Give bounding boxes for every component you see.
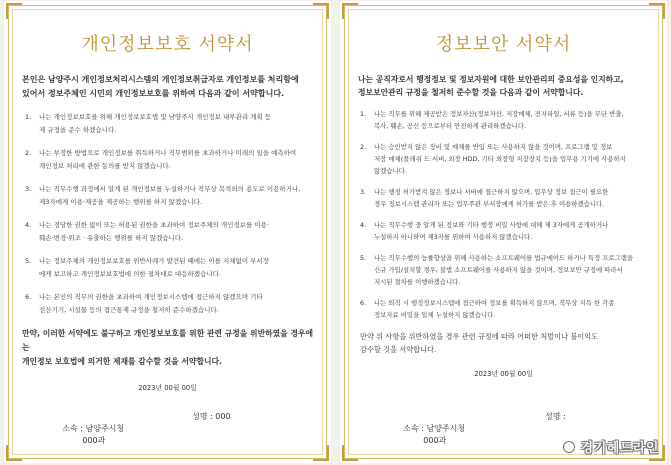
item-text: 나는 직무를 위해 제공받은 정보자산(정보자산, 저장매체, 전자파일, 서류 등)을 무단 반출, 복사, 훼손, 공신 등으로부터 안전하게 관리하겠습니다. bbox=[374, 110, 624, 130]
signature-org-text: 소속 : 남양주시청 bbox=[403, 424, 466, 433]
pledge-item bbox=[354, 186, 653, 210]
item-text: 나는 승인받지 않은 장비 및 매체를 반입 또는 사용하지 않을 것이며, 프로그램 및 정보 저장 매체(플래쉬 드 서버, 외장 HDD, 기타 외장형 저장장치 등)을 업무용 기기에 사용하지 않겠습니다. bbox=[374, 143, 626, 175]
watermark-text: 경기헤드라인 bbox=[580, 440, 659, 455]
item-number: 6. bbox=[25, 293, 32, 301]
pledge-item bbox=[354, 219, 653, 243]
item-text: 나는 행정 허가받지 않은 정보나 서버에 접근하지 않으며, 업무상 정보 접근이 필요한 경우 정보시스템 관리자 또는 업무주관 부서장에게 허가를 받은 후 이용하겠습니다. bbox=[374, 188, 609, 208]
item-text: 나는 직무수행의 능률향상을 위해 사용하는 소프트웨어를 법규에이드 하거나 특정 프로그램을 신규 가입/설치할 경우, 불법 소프트웨어를 사용하지 않을 것이며, 정보보안 규정에 따라서 지시된 절차를 이행하겠습니다. bbox=[374, 254, 634, 286]
watermark bbox=[563, 441, 659, 455]
info-security-pledge-page bbox=[340, 1, 667, 463]
intro-text: 본인은 남양주시 개인정보처리시스템의 개인정보취급자로 개인정보를 처리함에 있어서 정보주체인 시민의 개인정보보호를 위하여 다음과 같이 서약합니다. bbox=[22, 75, 299, 98]
personal-info-pledge-page bbox=[4, 1, 331, 463]
closing-statement: 만약 위 사항을 위반하였을 경우 관련 규정에 따라 어떠한 처벌이나 불이익도 감수할 것을 서약합니다. bbox=[360, 332, 599, 354]
pledge-item bbox=[354, 141, 653, 177]
signature-org-text: 소속 : 남양주시청 bbox=[62, 424, 125, 433]
signature-dept-text: 000과 bbox=[423, 436, 447, 445]
item-number: 2. bbox=[25, 149, 32, 157]
item-number: 1. bbox=[360, 110, 367, 118]
item-text: 나는 퇴직 시 행정정보시스템에 접근하여 정보를 획득하지 않으며, 직무상 지득 한 각종 정보자료 비밀을 일체 누설하지 않겠습니다. bbox=[374, 299, 615, 319]
signature-dept-text: 000과 bbox=[82, 436, 106, 445]
pledge-item bbox=[18, 111, 317, 137]
item-text: 나는 개인정보보호를 위해 개인정보보호법 및 남양주시 개인정보 내부관리 계획 등 제 규정을 준수 하겠습니다. bbox=[39, 113, 272, 134]
pledge-item bbox=[18, 291, 317, 317]
item-number: 4. bbox=[360, 221, 367, 229]
signature-name: 성명 : bbox=[545, 412, 566, 421]
page-title: 정보보안 서약서 bbox=[435, 34, 572, 55]
item-number: 4. bbox=[25, 221, 32, 229]
pledge-item bbox=[18, 255, 317, 281]
item-text: 나는 직무수행 중 알게 된 정보와 기타 행정 비밀 사항에 대해 제 3자에게 공개하거나 누설하지 아니하며 제3자를 위하여 사용하지 않겠습니다. bbox=[374, 221, 609, 241]
item-number: 2. bbox=[360, 143, 367, 151]
pledge-item bbox=[354, 108, 653, 132]
signature-name: 성명 : 000 bbox=[192, 412, 231, 421]
pledge-item bbox=[354, 297, 653, 321]
signature-organization bbox=[47, 411, 124, 459]
pledge-item bbox=[18, 147, 317, 173]
item-text: 나는 본인의 직무의 권한을 초과하여 개인정보시스템에 접근하지 않겠으며 기타 전산기기, 시설물 등의 접근통제 규정을 철저히 준수하겠습니다. bbox=[39, 293, 263, 314]
item-number: 6. bbox=[360, 299, 367, 307]
page-content bbox=[354, 13, 653, 453]
page-title: 개인정보보호 서약서 bbox=[81, 34, 254, 55]
item-number: 1. bbox=[25, 113, 32, 121]
pledge-item bbox=[354, 252, 653, 288]
pledge-item bbox=[18, 219, 317, 245]
pledge-date: 2023년 00월 00일 bbox=[138, 384, 197, 392]
pledge-item bbox=[18, 183, 317, 209]
pledge-date: 2023년 00월 00일 bbox=[474, 370, 533, 378]
item-number: 5. bbox=[360, 254, 367, 262]
item-number: 3. bbox=[360, 188, 367, 196]
item-number: 3. bbox=[25, 185, 32, 193]
intro-text: 나는 공직자로서 행정정보 및 정보자원에 대한 보안관리의 중요성을 인지하고, 정보보안관리 규정을 철저히 준수할 것을 다음과 같이 서약합니다. bbox=[358, 75, 624, 97]
item-text: 나는 직무수행 과정에서 알게 된 개인정보를 누설하거나 직무상 목적외의 용도로 이용하거나, 제3자에게 이용·제공을 제공하는 행위를 하지 않겠습니다. bbox=[39, 185, 301, 206]
item-text: 나는 부정한 방법으로 개인정보를 취득하거나 직무범위를 초과하거나 미래의 일을 예측하여 개인정보 처리에 관한 동의를 받지 않겠습니다. bbox=[39, 149, 297, 170]
signature-organization bbox=[388, 411, 465, 459]
closing-statement: 만약, 이러한 서약에도 불구하고 개인정보보호를 위한 관련 규정을 위반하였을 경우에는 개인정보 보호법에 의거한 제재를 감수할 것을 서약합니다. bbox=[22, 329, 314, 366]
item-number: 5. bbox=[25, 257, 32, 265]
item-text: 나는 정당한 권한 없이 또는 허용된 권한을 초과하여 정보주체의 개인정보를 이용· 훼손·변경·위조 · 유출하는 행위를 하지 않겠습니다. bbox=[39, 221, 269, 242]
item-text: 나는 정보주체의 개인정보보호를 위반사례가 발견된 때에는 이를 지체없이 부서장 에게 보고하고 개인정보보호법에 의한 절차대로 대응하겠습니다. bbox=[39, 257, 270, 278]
logo-icon bbox=[563, 441, 575, 453]
